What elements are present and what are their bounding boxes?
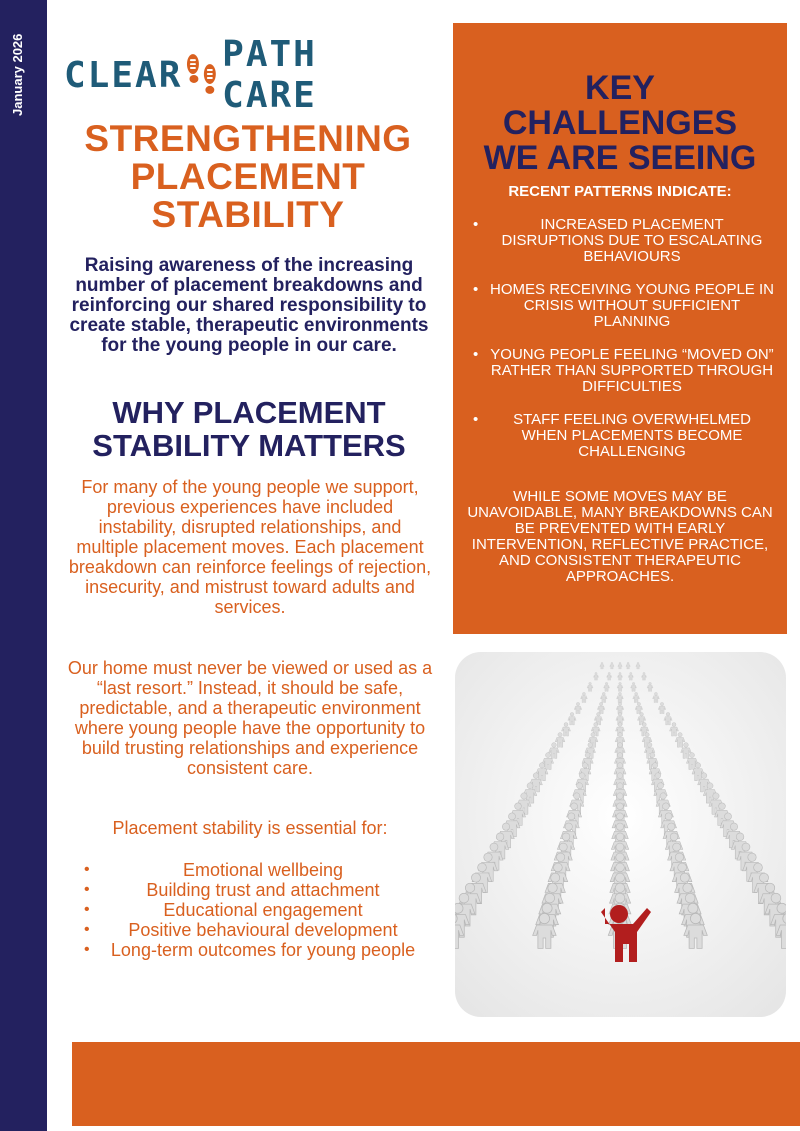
bullet-icon: • [84, 861, 90, 878]
challenges-subtitle: RECENT PATTERNS INDICATE: [508, 183, 732, 200]
list-item [66, 900, 434, 920]
bullet-icon: • [84, 881, 90, 898]
intro-text: Raising awareness of the increasing number of placement breakdowns and reinforcing our shared responsibility to create stable, therapeutic environments for the young people in our care. [69, 255, 429, 356]
why-heading [62, 396, 436, 462]
list-item [66, 940, 434, 960]
bullet-icon: • [84, 921, 90, 938]
list-item-label: Emotional wellbeing [182, 860, 344, 880]
list-item-label: INCREASED PLACEMENT DISRUPTIONS DUE TO ESCALATING BEHAVIOURS [501, 216, 763, 265]
main-title [62, 120, 434, 234]
logo-word-clear: CLEAR [64, 54, 183, 96]
footer-bar [72, 1042, 800, 1126]
bullet-icon: • [473, 346, 479, 363]
paragraph-home: Our home must never be viewed or used as a “last resort.” Instead, it should be safe, predictable, and a therapeutic environment where young people have the opportunity to build trusting relationships and experience consistent care. [67, 658, 433, 778]
bullet-icon: • [84, 941, 90, 958]
logo [64, 34, 434, 116]
bullet-icon: • [473, 281, 479, 298]
bullet-icon: • [473, 411, 479, 428]
title-line: STABILITY [151, 194, 345, 235]
list-item [66, 860, 434, 880]
list-item-label: Long-term outcomes for young people [110, 940, 416, 960]
essential-intro: Placement stability is essential for: [112, 818, 388, 838]
challenges-list [453, 217, 787, 477]
challenges-title-line: KEY [585, 69, 655, 107]
list-item [66, 920, 434, 940]
leader-figure-image [455, 652, 786, 1017]
list-item-label: STAFF FEELING OVERWHELMED WHEN PLACEMENTS BECOME CHALLENGING [513, 411, 751, 460]
sidebar [0, 0, 47, 1131]
paragraph-history: For many of the young people we support, previous experiences have included instability, disrupted relationships, and multiple placement moves. Each placement breakdown can reinforce feelings of rejection, insecurity, and mistrust toward adults and services. [68, 477, 432, 617]
why-heading-line: WHY PLACEMENT [112, 395, 386, 430]
list-item [453, 347, 787, 395]
people-crowd-graphic [455, 652, 786, 1017]
list-item [453, 217, 787, 265]
title-line: PLACEMENT [130, 156, 366, 197]
list-item-label: YOUNG PEOPLE FEELING “MOVED ON” RATHER THAN SUPPORTED THROUGH DIFFICULTIES [490, 346, 774, 395]
list-item-label: Positive behavioural development [128, 920, 398, 940]
challenges-footer: WHILE SOME MOVES MAY BE UNAVOIDABLE, MANY BREAKDOWNS CAN BE PREVENTED WITH EARLY INTERVENTION, REFLECTIVE PRACTICE, AND CONSISTENT THERAPEUTIC APPROACHES. [467, 488, 773, 585]
challenges-panel [453, 23, 787, 634]
title-line: STRENGTHENING [84, 118, 412, 159]
list-item [453, 412, 787, 460]
logo-word-path-care: PATH CARE [222, 34, 317, 116]
issue-date: January 2026 [10, 33, 25, 116]
essentials-list [66, 860, 434, 960]
list-item-label: Building trust and attachment [146, 880, 380, 900]
list-item-label: Educational engagement [163, 900, 363, 920]
list-item-label: HOMES RECEIVING YOUNG PEOPLE IN CRISIS WITHOUT SUFFICIENT PLANNING [490, 281, 774, 330]
challenges-title [453, 71, 787, 176]
why-heading-line: STABILITY MATTERS [92, 428, 406, 463]
bullet-icon: • [84, 901, 90, 918]
challenges-title-line: WE ARE SEEING [483, 139, 757, 177]
list-item [66, 880, 434, 900]
bullet-icon: • [473, 216, 479, 233]
challenges-title-line: CHALLENGES [502, 104, 738, 142]
list-item [453, 282, 787, 330]
footprints-icon [182, 49, 222, 101]
